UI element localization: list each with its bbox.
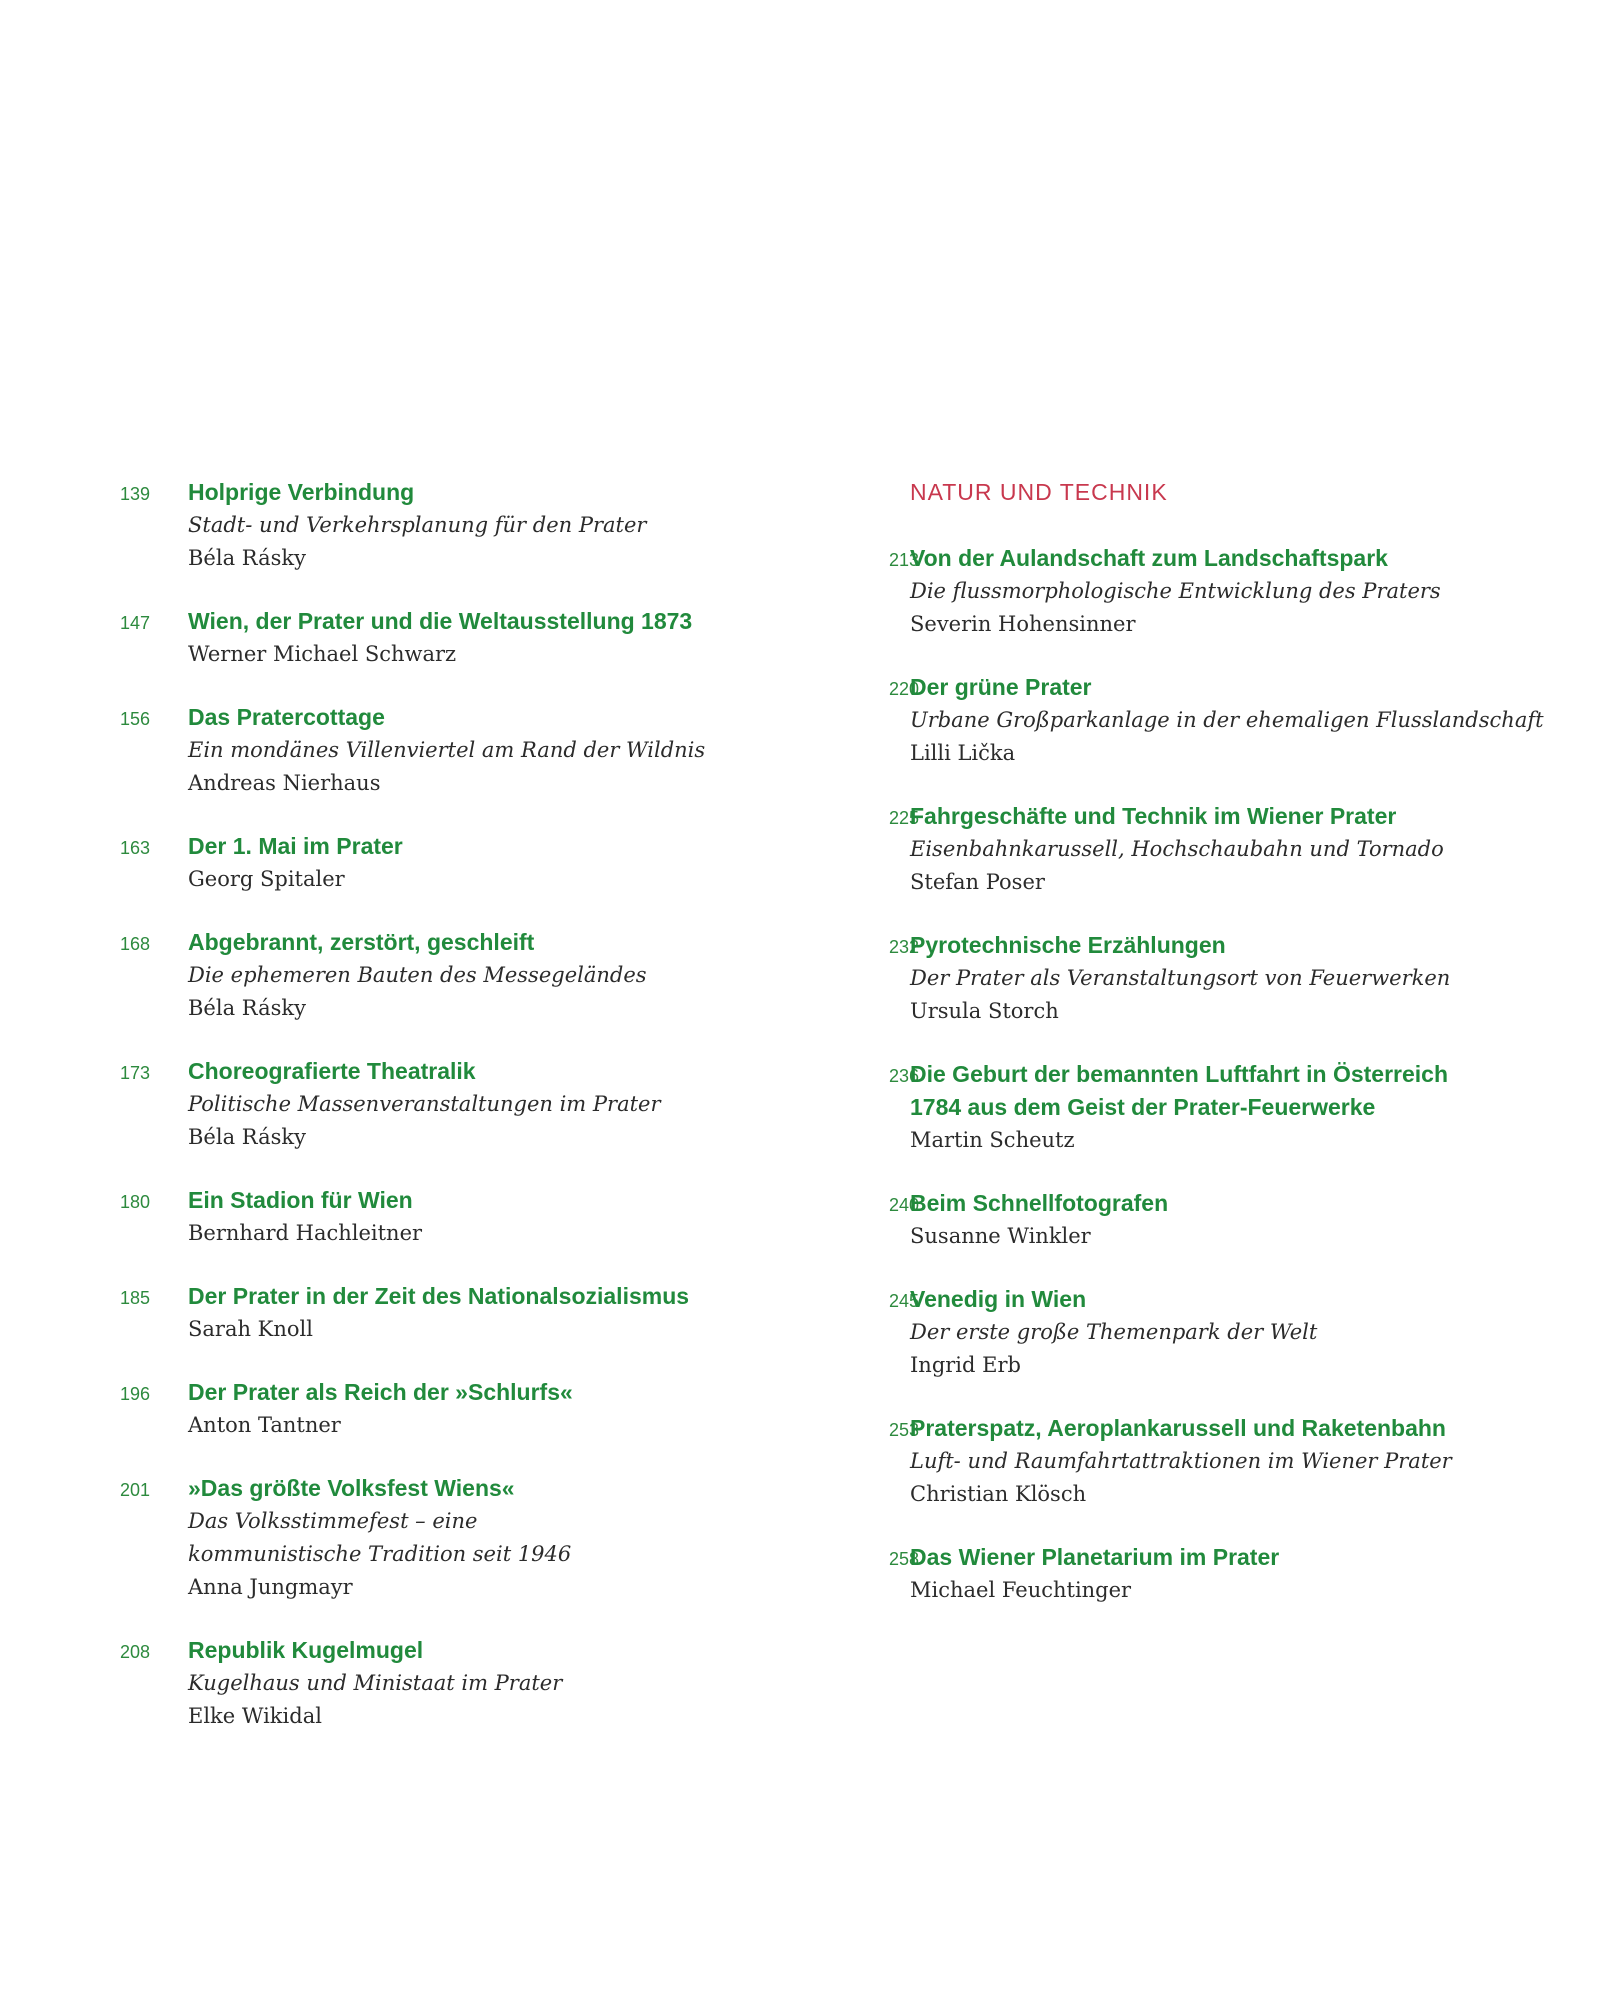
page-number: 196 — [119, 1384, 150, 1404]
page-number: 180 — [119, 1192, 150, 1212]
toc-entry-body — [910, 800, 1600, 899]
toc-entry — [725, 929, 1600, 1028]
entry-author: Anton Tantner — [188, 1413, 341, 1437]
toc-entry-body — [910, 1187, 1600, 1253]
toc-entry — [0, 1280, 780, 1346]
entry-title: Der grüne Prater — [910, 674, 1092, 700]
page-number: 240 — [888, 1195, 919, 1215]
toc-entry — [0, 605, 780, 671]
entry-subtitle: Das Volksstimmefest – eine — [188, 1509, 478, 1533]
entry-title: Wien, der Prater und die Weltausstellung 1873 — [188, 608, 693, 634]
entry-author: Georg Spitaler — [188, 867, 345, 891]
toc-entry — [0, 830, 780, 896]
toc-entry — [0, 1634, 780, 1733]
toc-entry — [725, 1187, 1600, 1253]
entry-subtitle: Die flussmorphologische Entwicklung des Praters — [910, 579, 1441, 603]
entry-title: Venedig in Wien — [910, 1286, 1087, 1312]
toc-entry — [725, 800, 1600, 899]
toc-right-column — [725, 476, 1600, 1637]
page-number: 236 — [888, 1066, 919, 1086]
toc-entry — [0, 1184, 780, 1250]
entry-title: Das Pratercottage — [188, 704, 385, 730]
entry-title: Holprige Verbindung — [188, 479, 415, 505]
toc-entry-body — [188, 1280, 780, 1346]
entry-author: Béla Rásky — [188, 1125, 306, 1149]
entry-author: Werner Michael Schwarz — [188, 642, 457, 666]
toc-entry-body — [188, 476, 780, 575]
page-number: 258 — [888, 1549, 919, 1569]
entry-author: Christian Klösch — [910, 1482, 1087, 1506]
entry-title: Der 1. Mai im Prater — [188, 833, 403, 859]
entry-title: Der Prater in der Zeit des Nationalsozialismus — [188, 1283, 690, 1309]
entry-title: 1784 aus dem Geist der Prater-Feuerwerke — [910, 1094, 1376, 1120]
toc-entry-body — [910, 1058, 1600, 1157]
entry-author: Ingrid Erb — [910, 1353, 1021, 1377]
entry-author: Béla Rásky — [188, 996, 306, 1020]
entry-subtitle: kommunistische Tradition seit 1946 — [188, 1542, 572, 1566]
toc-entry-body — [910, 1541, 1600, 1607]
page-number: 168 — [119, 934, 150, 954]
toc-entry-body — [188, 701, 780, 800]
toc-entry-body — [910, 542, 1600, 641]
toc-entry-body — [188, 1472, 780, 1604]
toc-entry — [725, 1058, 1600, 1157]
entry-title: Das Wiener Planetarium im Prater — [910, 1544, 1280, 1570]
toc-entry — [0, 1055, 780, 1154]
entry-title: Ein Stadion für Wien — [188, 1187, 413, 1213]
toc-entry — [0, 701, 780, 800]
toc-left-column — [0, 476, 780, 1763]
entry-subtitle: Die ephemeren Bauten des Messegeländes — [188, 963, 647, 987]
entry-subtitle: Stadt- und Verkehrsplanung für den Prater — [188, 513, 647, 537]
entry-title: Fahrgeschäfte und Technik im Wiener Prater — [910, 803, 1397, 829]
page-number: 220 — [888, 679, 919, 699]
entry-title: Pyrotechnische Erzählungen — [910, 932, 1226, 958]
toc-entry — [0, 1472, 780, 1604]
entry-title: Republik Kugelmugel — [188, 1637, 424, 1663]
entry-author: Bernhard Hachleitner — [188, 1221, 423, 1245]
page-number: 139 — [119, 484, 150, 504]
entry-title: Der Prater als Reich der »Schlurfs« — [188, 1379, 573, 1405]
entry-title: Von der Aulandschaft zum Landschaftspark — [910, 545, 1388, 571]
toc-entry-body — [188, 605, 780, 671]
page-number: 163 — [119, 838, 150, 858]
toc-entry — [0, 926, 780, 1025]
toc-entry-body — [188, 1634, 780, 1733]
toc-entry — [725, 671, 1600, 770]
toc-entry-body — [188, 1184, 780, 1250]
entry-title: Die Geburt der bemannten Luftfahrt in Österreich — [910, 1061, 1449, 1087]
entry-subtitle: Der Prater als Veranstaltungsort von Feuerwerken — [910, 966, 1451, 990]
entry-author: Anna Jungmayr — [188, 1575, 353, 1599]
entry-subtitle: Eisenbahnkarussell, Hochschaubahn und Tornado — [910, 837, 1444, 861]
entry-subtitle: Der erste große Themenpark der Welt — [910, 1320, 1318, 1344]
page-number: 245 — [888, 1291, 919, 1311]
toc-entry-body — [188, 1376, 780, 1442]
entry-author: Lilli Lička — [910, 741, 1016, 765]
page-number: 225 — [888, 808, 919, 828]
toc-entry — [0, 476, 780, 575]
entry-author: Michael Feuchtinger — [910, 1578, 1132, 1602]
section-heading: NATUR UND TECHNIK — [910, 479, 1168, 505]
entry-author: Stefan Poser — [910, 870, 1045, 894]
entry-author: Ursula Storch — [910, 999, 1059, 1023]
entry-author: Susanne Winkler — [910, 1224, 1091, 1248]
entry-author: Andreas Nierhaus — [188, 771, 381, 795]
page-number: 173 — [119, 1063, 150, 1083]
page-number: 232 — [888, 937, 919, 957]
toc-entry-body — [910, 1412, 1600, 1511]
page-number: 147 — [119, 613, 150, 633]
toc-entry-body — [910, 929, 1600, 1028]
entry-author: Sarah Knoll — [188, 1317, 313, 1341]
page-number: 185 — [119, 1288, 150, 1308]
toc-entry-body — [910, 671, 1600, 770]
entry-author: Elke Wikidal — [188, 1704, 322, 1728]
page-number: 208 — [119, 1642, 150, 1662]
entry-title: Choreografierte Theatralik — [188, 1058, 476, 1084]
toc-entry — [725, 1283, 1600, 1382]
page-number: 201 — [119, 1480, 150, 1500]
toc-entry-body — [188, 926, 780, 1025]
page-number: 213 — [888, 550, 919, 570]
entry-subtitle: Luft- und Raumfahrtattraktionen im Wiener Prater — [910, 1449, 1452, 1473]
entry-subtitle: Ein mondänes Villenviertel am Rand der Wildnis — [188, 738, 706, 762]
entry-author: Martin Scheutz — [910, 1128, 1075, 1152]
entry-title: Beim Schnellfotografen — [910, 1190, 1169, 1216]
entry-author: Béla Rásky — [188, 546, 306, 570]
toc-entry — [725, 542, 1600, 641]
toc-entry — [725, 1541, 1600, 1607]
toc-entry-body — [910, 1283, 1600, 1382]
entry-subtitle: Urbane Großparkanlage in der ehemaligen Flusslandschaft — [910, 708, 1544, 732]
entry-title: Abgebrannt, zerstört, geschleift — [188, 929, 535, 955]
toc-entry-body — [188, 830, 780, 896]
entry-subtitle: Kugelhaus und Ministaat im Prater — [188, 1671, 563, 1695]
entry-author: Severin Hohensinner — [910, 612, 1136, 636]
entry-title: »Das größte Volksfest Wiens« — [188, 1475, 515, 1501]
entry-subtitle: Politische Massenveranstaltungen im Prater — [188, 1092, 661, 1116]
toc-entry-body — [188, 1055, 780, 1154]
page-number: 253 — [888, 1420, 919, 1440]
page-number: 156 — [119, 709, 150, 729]
toc-entry — [725, 1412, 1600, 1511]
entry-title: Praterspatz, Aeroplankarussell und Raketenbahn — [910, 1415, 1446, 1441]
toc-entry — [0, 1376, 780, 1442]
